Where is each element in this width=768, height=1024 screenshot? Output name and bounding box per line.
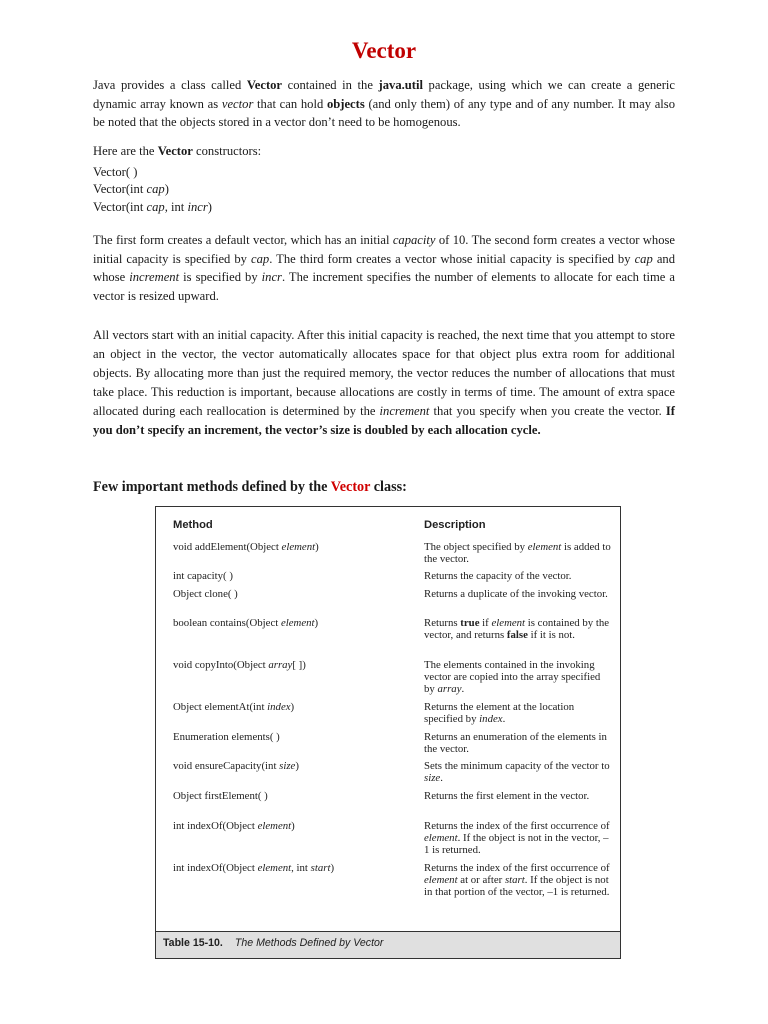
text-run: is added to the vector.: [424, 541, 611, 566]
italic-text: start: [504, 874, 525, 887]
text-run: package, using which we can create a generic dynamic array known as: [93, 78, 676, 111]
text-run: that can hold: [253, 96, 327, 111]
description-cell: [424, 731, 612, 755]
italic-text: element: [281, 541, 316, 553]
text-run: int capacity( ): [173, 570, 233, 582]
description-cell: [424, 617, 612, 641]
method-cell: [173, 862, 413, 874]
text-run: .: [502, 713, 506, 726]
text-run: constructors:: [192, 144, 262, 158]
text-run: contained in the: [282, 78, 379, 92]
description-cell: [424, 541, 612, 565]
text-run: [ ]): [292, 659, 306, 671]
column-header-description: Description: [424, 519, 486, 531]
text-run: Vector( ): [93, 165, 138, 179]
text-run: Here are the: [93, 144, 158, 158]
forms-paragraph: [93, 231, 675, 305]
text-run: Returns the index of the first occurrence of: [424, 862, 610, 874]
italic-text: index: [267, 701, 291, 713]
italic-text: cap: [251, 251, 270, 266]
text-run: ): [295, 760, 299, 772]
italic-text: array: [437, 683, 462, 696]
text-run: .: [440, 772, 443, 785]
text-run: The elements contained in the invoking vector are copied into the array specified by: [424, 659, 601, 696]
constructor-line: [93, 164, 675, 181]
method-cell: [173, 588, 413, 600]
description-cell: [424, 760, 612, 784]
text-run: Returns the first element in the vector.: [424, 790, 590, 802]
bold-text: objects: [326, 96, 365, 111]
text-run: The first form creates a default vector, which has an initial: [93, 233, 393, 247]
text-run: . The third form creates a vector whose initial capacity is specified by: [269, 251, 635, 266]
text-run: Object elementAt(int: [173, 701, 268, 713]
italic-text: element: [527, 541, 562, 553]
text-run: .: [461, 683, 465, 696]
italic-text: cap: [634, 251, 653, 266]
text-run: boolean contains(Object: [173, 617, 281, 629]
text-run: , int: [291, 862, 311, 874]
text-run: Java provides a class called: [93, 78, 247, 92]
text-run: is specified by: [179, 270, 262, 285]
text-run: ): [290, 701, 295, 713]
description-cell: [424, 862, 612, 899]
text-run: ): [315, 541, 319, 553]
method-cell: [173, 617, 413, 629]
text-run: if it is not.: [527, 629, 576, 642]
text-run: Sets the minimum capacity of the vector to: [424, 760, 610, 772]
text-run: Object firstElement( ): [173, 790, 268, 802]
column-header-method: Method: [173, 519, 213, 531]
text-run: and whose: [93, 251, 675, 285]
text-run: ): [164, 182, 169, 197]
text-run: int indexOf(Object: [173, 820, 258, 832]
methods-heading-accent: Vector: [330, 479, 371, 495]
text-run: void copyInto(Object: [173, 659, 269, 671]
description-cell: [424, 659, 612, 696]
italic-text: start: [310, 862, 331, 874]
italic-text: size: [279, 760, 296, 772]
method-cell: [173, 701, 413, 713]
italic-text: vector: [221, 96, 254, 111]
text-run: Vector(int: [93, 182, 147, 197]
italic-text: increment: [379, 404, 430, 419]
italic-text: element: [491, 617, 526, 629]
italic-text: element: [257, 820, 292, 832]
constructor-line: [93, 181, 675, 198]
description-cell: [424, 820, 612, 857]
italic-text: incr: [261, 270, 282, 285]
methods-heading-before: Few important methods defined by the: [93, 479, 331, 495]
text-run: , int: [164, 199, 188, 214]
text-run: Returns the index of the first occurrence of: [424, 820, 610, 832]
text-run: Vector(int: [93, 199, 147, 214]
italic-text: size: [424, 772, 441, 785]
bold-text: java.util: [378, 78, 423, 92]
text-run: ): [314, 617, 319, 629]
table-caption-text: The Methods Defined by Vector: [234, 937, 384, 949]
text-run: Returns: [424, 617, 461, 629]
italic-text: increment: [129, 270, 180, 285]
text-run: ): [207, 199, 212, 214]
italic-text: array: [268, 659, 293, 671]
text-run: Object clone( ): [173, 588, 238, 600]
method-cell: [173, 541, 413, 553]
text-run: . If the object is not in that portion of the vector, –1 is returned.: [424, 874, 610, 899]
methods-heading: [93, 479, 407, 496]
method-cell: [173, 570, 413, 582]
text-run: int indexOf(Object: [173, 862, 258, 874]
page-title: Vector: [351, 38, 417, 63]
description-cell: [424, 570, 612, 582]
method-cell: [173, 820, 413, 832]
constructors-intro: [93, 142, 675, 161]
text-run: if: [479, 617, 492, 629]
text-run: is contained by the vector, and returns: [424, 617, 610, 642]
text-run: All vectors start with an initial capacity. After this initial capacity is reached, the next time that you attempt to store an object in the vector, the vector automatically allocates space for that object plus extra room for additional objects. By allocating more than just the required memory, the vector reduces the number of allocations that must take place. This reduction is important, because allocations are costly in terms of time. The amount of extra space allocated during each reallocation is determined by the: [93, 328, 675, 419]
bold-text: true: [460, 617, 480, 629]
table-caption-number: Table 15-10.: [163, 937, 223, 949]
text-run: that you specify when you create the vector.: [429, 404, 666, 419]
method-cell: [173, 731, 413, 743]
description-cell: [424, 790, 612, 802]
text-run: ): [291, 820, 295, 832]
bold-text: false: [506, 629, 528, 642]
text-run: Returns the capacity of the vector.: [424, 570, 572, 582]
italic-text: cap: [146, 182, 165, 197]
methods-heading-after: class:: [370, 479, 407, 495]
method-cell: [173, 760, 413, 772]
text-run: ): [330, 862, 335, 874]
text-run: Returns an enumeration of the elements in the vector.: [424, 731, 607, 756]
method-cell: [173, 790, 413, 802]
text-run: (and only them) of any type and of any number. It may also be noted that the objects stored in a vector don’t need to be homogenous.: [93, 96, 675, 130]
text-run: . The increment specifies the number of elements to allocate for each time a vector is resized upward.: [93, 270, 676, 303]
text-run: at or after: [457, 874, 505, 887]
text-run: Returns a duplicate of the invoking vector.: [424, 588, 608, 600]
bold-text: Vector: [157, 144, 193, 158]
text-run: Enumeration elements( ): [173, 731, 280, 743]
methods-table: [155, 506, 621, 959]
italic-text: capacity: [392, 233, 436, 247]
text-run: . If the object is not in the vector, –1 is returned.: [424, 832, 609, 857]
italic-text: cap: [146, 199, 165, 214]
method-cell: [173, 659, 413, 671]
table-caption: [156, 931, 620, 958]
description-cell: [424, 701, 612, 725]
text-run: of 10. The second form creates a vector whose initial capacity is specified by: [93, 233, 675, 266]
italic-text: element: [280, 617, 315, 629]
intro-paragraph: [93, 76, 675, 132]
bold-text: If you don’t specify an increment, the vector’s size is doubled by each allocation cycle.: [93, 404, 675, 438]
text-run: The object specified by: [424, 541, 528, 553]
italic-text: element: [424, 874, 458, 887]
italic-text: element: [424, 832, 458, 845]
text-run: void ensureCapacity(int: [173, 760, 280, 772]
bold-text: Vector: [246, 78, 283, 92]
italic-text: element: [257, 862, 292, 874]
description-cell: [424, 588, 612, 600]
capacity-paragraph: [93, 326, 675, 441]
constructor-line: [93, 199, 675, 216]
italic-text: incr: [187, 199, 208, 214]
constructor-list: [93, 164, 675, 216]
italic-text: index: [479, 713, 503, 726]
text-run: void addElement(Object: [173, 541, 282, 553]
text-run: Returns the element at the location specified by: [424, 701, 575, 726]
